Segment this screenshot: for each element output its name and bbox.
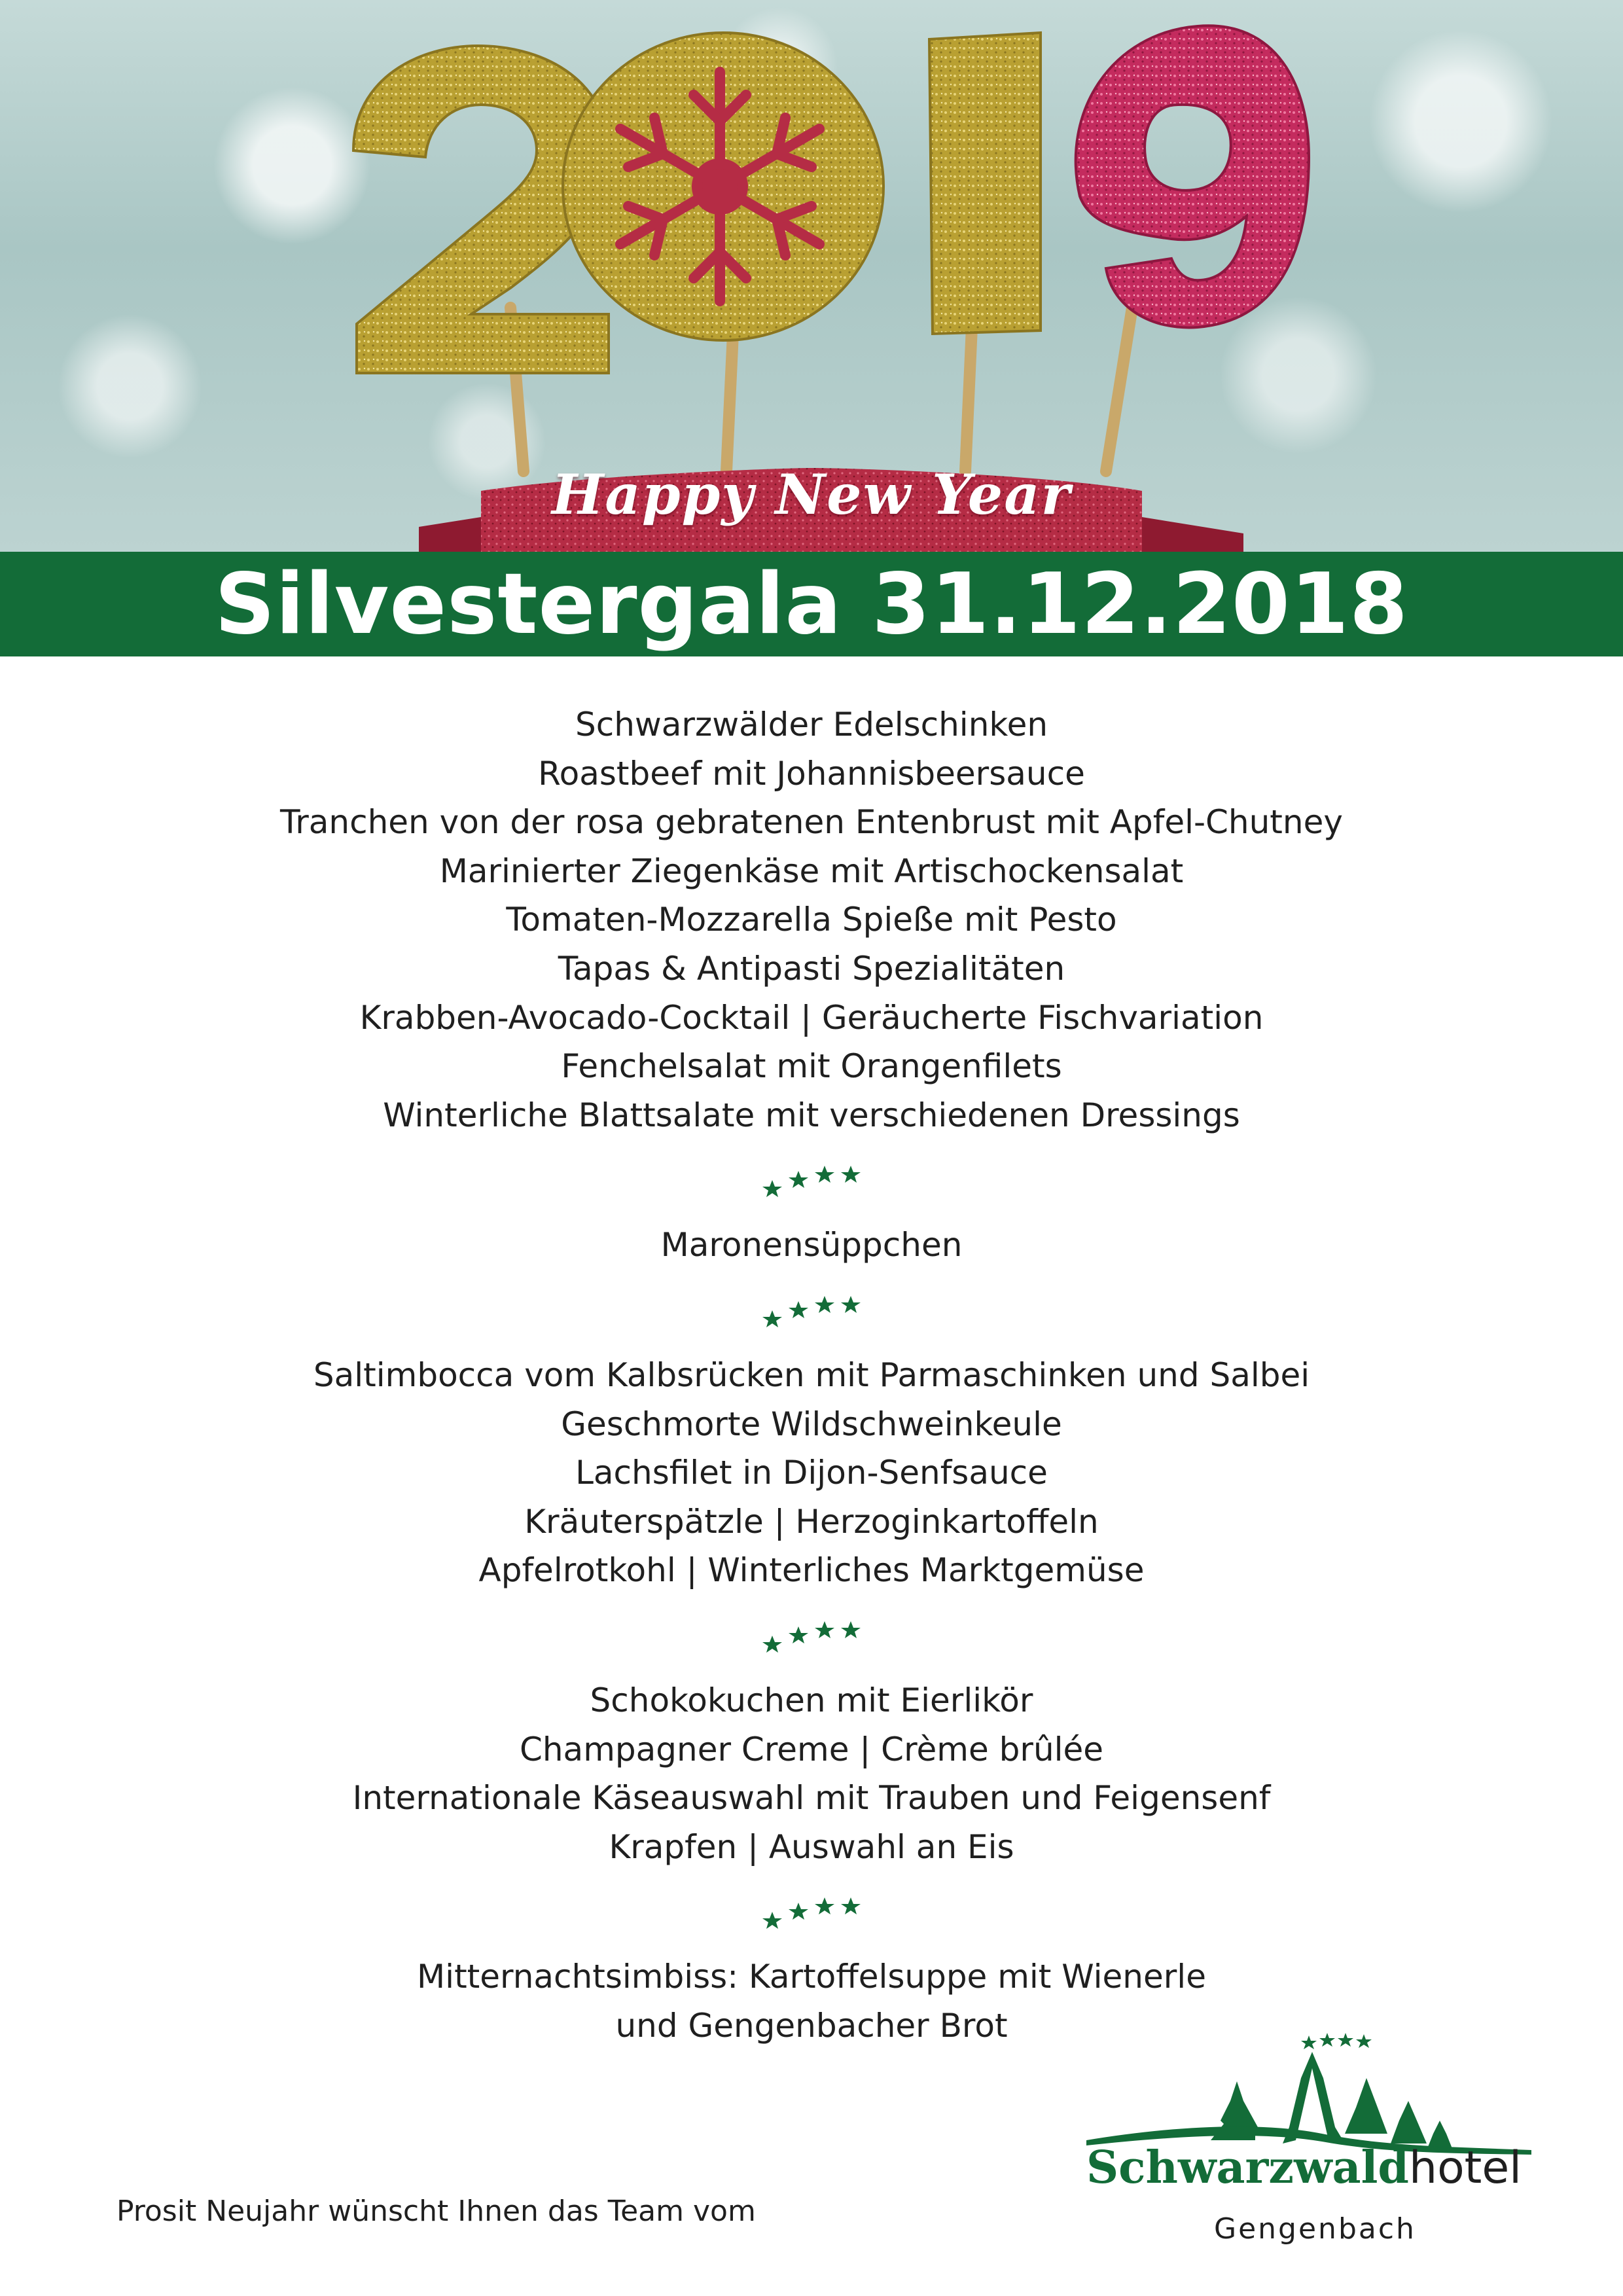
digit-nine bbox=[1076, 26, 1309, 327]
hotel-logo-name bbox=[1086, 2142, 1522, 2194]
footer-note: Prosit Neujahr wünscht Ihnen das Team vom bbox=[116, 2195, 756, 2228]
menu-item: Lachsfilet in Dijon-Senfsauce bbox=[575, 1454, 1048, 1492]
page-title: Silvestergala 31.12.2018 bbox=[214, 555, 1409, 653]
star-divider-icon bbox=[759, 1608, 864, 1654]
digit-one bbox=[929, 33, 1041, 334]
menu-section-mains bbox=[0, 1351, 1623, 1595]
menu-item: Apfelrotkohl | Winterliches Marktgemüse bbox=[478, 1551, 1145, 1590]
menu-item: Tomaten-Mozzarella Spieße mit Pesto bbox=[506, 901, 1117, 939]
star-divider-icon bbox=[759, 1283, 864, 1329]
menu-item: Champagner Creme | Crème brûlée bbox=[519, 1730, 1104, 1768]
menu bbox=[0, 700, 1623, 2050]
menu-item: Geschmorte Wildschweinkeule bbox=[561, 1405, 1062, 1443]
menu-item: Maronensüppchen bbox=[660, 1226, 963, 1265]
menu-item: Krapfen | Auswahl an Eis bbox=[609, 1827, 1014, 1866]
menu-item: Roastbeef mit Johannisbeersauce bbox=[538, 754, 1085, 793]
menu-item: Schokokuchen mit Eierlikör bbox=[590, 1681, 1033, 1719]
menu-section-buffet bbox=[0, 700, 1623, 1139]
star-divider-icon bbox=[759, 1153, 864, 1198]
menu-item: Kräuterspätzle | Herzoginkartoffeln bbox=[524, 1502, 1099, 1541]
hotel-location: Gengenbach bbox=[1214, 2212, 1416, 2246]
menu-item: Saltimbocca vom Kalbsrücken mit Parmaschinken und Salbei bbox=[313, 1355, 1310, 1394]
menu-item: und Gengenbacher Brot bbox=[615, 2006, 1008, 2045]
menu-item: Mitternachtsimbiss: Kartoffelsuppe mit Wienerle bbox=[417, 1958, 1206, 1996]
menu-section-soup bbox=[0, 1221, 1623, 1270]
tree-logo-icon bbox=[1086, 2029, 1544, 2238]
star-divider-icon bbox=[759, 1884, 864, 1930]
menu-item: Internationale Käseauswahl mit Trauben und Feigensenf bbox=[352, 1779, 1271, 1818]
menu-item: Winterliche Blattsalate mit verschiedenen Dressings bbox=[383, 1096, 1240, 1134]
logo-name-bold: Schwarzwald bbox=[1086, 2142, 1409, 2194]
menu-item: Schwarzwälder Edelschinken bbox=[575, 706, 1048, 744]
menu-item: Krabben-Avocado-Cocktail | Geräucherte Fischvariation bbox=[359, 998, 1264, 1037]
greeting-text: Happy New Year bbox=[552, 462, 1071, 527]
title-band bbox=[0, 552, 1623, 656]
logo-name-light: hotel bbox=[1408, 2142, 1522, 2194]
menu-item: Fenchelsalat mit Orangenfilets bbox=[561, 1047, 1062, 1086]
menu-item: Tranchen von der rosa gebratenen Entenbrust mit Apfel-Chutney bbox=[280, 803, 1343, 842]
menu-section-dessert bbox=[0, 1676, 1623, 1871]
menu-item: Marinierter Ziegenkäse mit Artischockensalat bbox=[439, 852, 1184, 890]
header-artwork bbox=[0, 0, 1623, 552]
menu-item: Tapas & Antipasti Spezialitäten bbox=[558, 949, 1065, 988]
